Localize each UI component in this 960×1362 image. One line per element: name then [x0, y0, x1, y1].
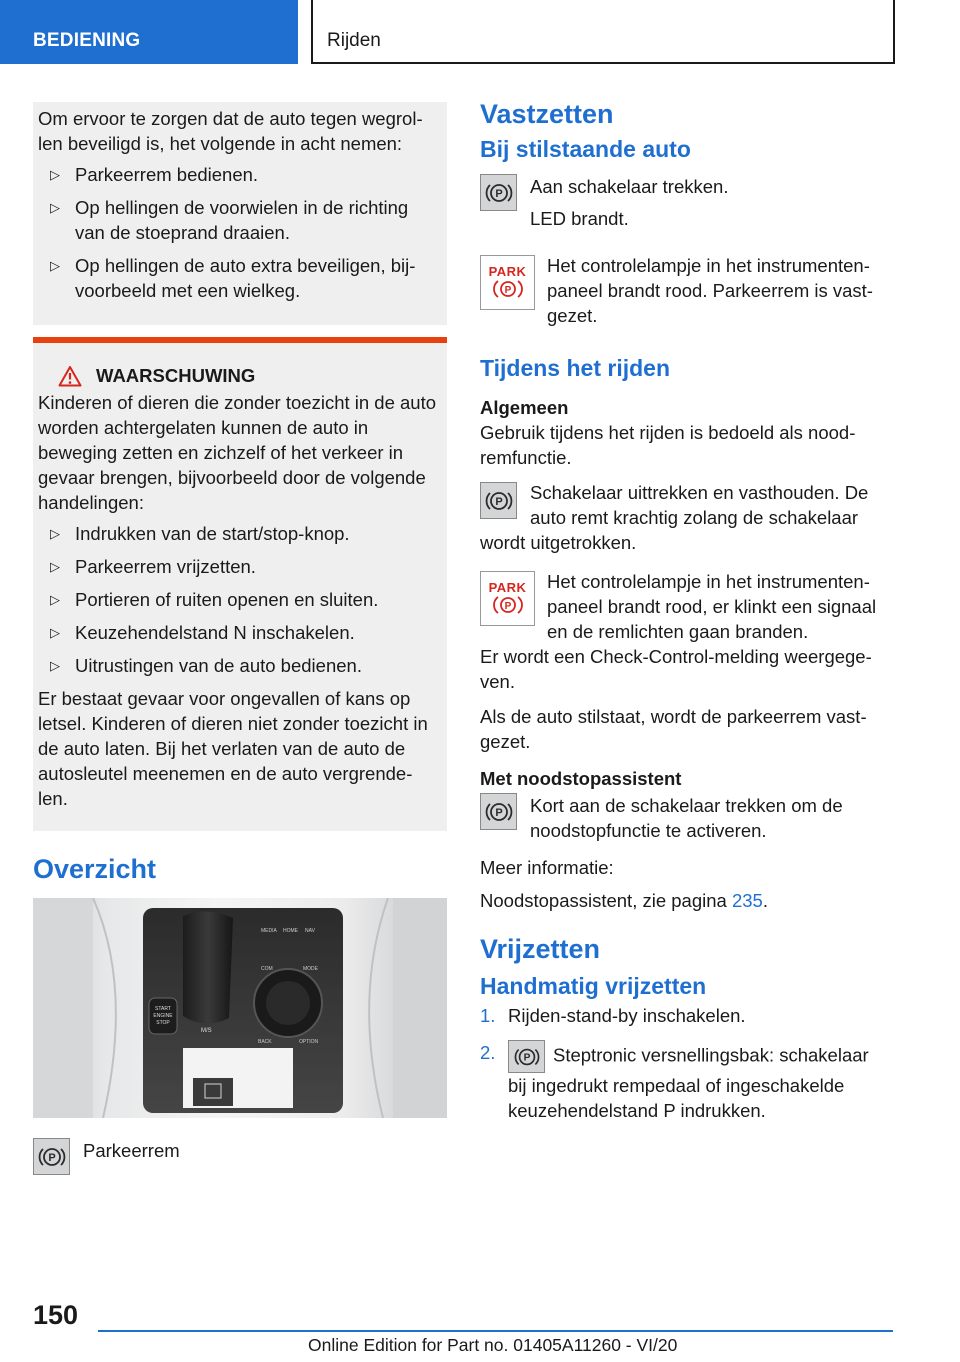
- section-tab: BEDIENING: [0, 0, 298, 64]
- back-label: BACK: [258, 1039, 272, 1045]
- algemeen-text: Gebruik tijdens het rijden is bedoeld als nood-remfunctie.: [480, 422, 856, 468]
- list-item: ▷ Op hellingen de auto extra beveiligen, bij-voorbeeld met een wielkeg.: [38, 253, 439, 303]
- parking-brake-switch-icon: [33, 1138, 70, 1175]
- heading-stilstaande-auto: Bij stilstaande auto: [480, 136, 691, 162]
- media-label: MEDIA: [261, 928, 277, 934]
- parking-brake-caption: Parkeerrem: [83, 1140, 180, 1161]
- parking-brake-switch-icon: [508, 1040, 545, 1073]
- parking-brake-switch-icon: [480, 793, 517, 830]
- list-item: 2. P Steptronic versnellingsbak: schakelaar bij ingedrukt rempedaal of ingeschakelde keuzehendelstand P indrukken.: [480, 1042, 869, 1121]
- svg-text:P: P: [494, 187, 503, 200]
- right-column: [480, 99, 892, 1135]
- option-label: OPTION: [299, 1039, 319, 1045]
- heading-noodstopassistent: Met noodstopassistent: [480, 768, 682, 789]
- chapter-title: Rijden: [311, 0, 895, 64]
- svg-text:P: P: [504, 601, 511, 612]
- list-item: ▷ Uitrustingen van de auto bedienen.: [38, 653, 439, 678]
- list-item: ▷ Op hellingen de voorwielen in de richting van de stoeprand draaien.: [38, 195, 439, 245]
- warning-title: [38, 363, 439, 388]
- heading-tijdens-rijden: Tijdens het rijden: [480, 355, 670, 381]
- warning-title-text: WAARSCHUWING: [96, 365, 256, 386]
- warning-text-1: Kinderen of dieren die zonder toezicht in de auto worden achtergelaten kunnen de auto in beweging zetten en zichzelf of het verkeer in gevaar brengen, bijvoorbeeld door de volgende handelingen:: [38, 392, 437, 513]
- svg-text:P: P: [523, 1052, 530, 1064]
- svg-text:P: P: [494, 806, 503, 819]
- meer-informatie: Meer informatie:: [480, 857, 614, 878]
- check-control-text: Er wordt een Check-Control-melding weergege-ven.: [480, 646, 872, 692]
- left-column: [33, 102, 447, 1175]
- stilstand-switch-row: [480, 174, 892, 231]
- parking-brake-switch-icon: [480, 174, 517, 211]
- svg-text:P: P: [504, 285, 511, 296]
- stilstaat-text: Als de auto stilstaat, wordt de parkeerrem vast-gezet.: [480, 706, 867, 752]
- nav-label: NAV: [305, 928, 315, 934]
- stilstand-line-2: LED brandt.: [530, 208, 629, 229]
- warning-text-2: Er bestaat gevaar voor ongevallen of kans op letsel. Kinderen of dieren niet zonder toezicht in de auto laten. Bij het verlaten van de auto de autosleutel meenemen en de auto vergrende-len.: [38, 688, 428, 809]
- nood-switch-row: [480, 793, 892, 843]
- home-label: HOME: [283, 928, 298, 934]
- heading-vastzetten: Vastzetten: [480, 99, 614, 129]
- start-label-1: START: [155, 1006, 171, 1012]
- heading-algemeen: Algemeen: [480, 397, 569, 418]
- heading-vrijzetten: Vrijzetten: [480, 934, 601, 964]
- park-warning-lamp-icon: PARK P: [480, 571, 535, 626]
- start-label-2: ENGINE: [153, 1013, 173, 1019]
- center-console-photo: [33, 898, 447, 1118]
- steps-list: [480, 1003, 892, 1123]
- heading-handmatig-vrijzetten: Handmatig vrijzetten: [480, 973, 707, 999]
- info-list: [38, 162, 439, 303]
- park-warning-lamp-icon: PARK P: [480, 255, 535, 310]
- mode-label: MODE: [303, 966, 318, 972]
- rijden-switch-text: Schakelaar uittrekken en vasthouden. De auto remt krachtig zolang de schakelaar wordt uitgetrokken.: [480, 482, 869, 553]
- page-link-235[interactable]: 235: [731, 890, 763, 911]
- parking-brake-switch-icon: [480, 482, 517, 519]
- rijden-park-row: [480, 569, 892, 644]
- heading-overzicht: Overzicht: [33, 854, 157, 884]
- rijden-switch-row: [480, 480, 892, 555]
- svg-text:P: P: [494, 495, 503, 508]
- footer-edition: Online Edition for Part no. 01405A11260 - VI/20: [308, 1335, 678, 1355]
- com-label: COM: [261, 966, 273, 972]
- list-item: ▷ Indrukken van de start/stop-knop.: [38, 521, 439, 546]
- list-item: ▷ Parkeerrem bedienen.: [38, 162, 439, 187]
- center-console-illustration: [33, 898, 447, 1118]
- start-label-3: STOP: [156, 1020, 170, 1026]
- info-box: [33, 102, 447, 325]
- page-number: 150: [33, 1300, 79, 1330]
- list-item: ▷ Keuzehendelstand N inschakelen.: [38, 620, 439, 645]
- parking-brake-legend: [33, 1138, 447, 1175]
- warning-triangle-icon: [58, 365, 82, 387]
- warning-list: [38, 521, 439, 678]
- stilstand-park-row: [480, 253, 892, 328]
- info-intro: Om ervoor te zorgen dat de auto tegen wegrol-len beveiligd is, het volgende in acht nemen:: [38, 108, 423, 154]
- warning-box: [33, 337, 447, 831]
- rijden-park-text: Het controlelampje in het instrumenten-paneel brandt rood, er klinkt een signaal en de remlichten gaan branden.: [547, 571, 877, 642]
- nood-text: Kort aan de schakelaar trekken om de noodstopfunctie te activeren.: [530, 795, 843, 841]
- nood-reference: Noodstopassistent, zie pagina 235.: [480, 890, 768, 911]
- ms-label: M/S: [201, 1028, 212, 1034]
- footer-divider: [98, 1330, 893, 1332]
- list-item: ▷ Parkeerrem vrijzetten.: [38, 554, 439, 579]
- list-item: ▷ Portieren of ruiten openen en sluiten.: [38, 587, 439, 612]
- stilstand-park-text: Het controlelampje in het instrumenten-paneel brandt rood. Parkeerrem is vast-gezet.: [547, 255, 873, 326]
- list-item: 1. Rijden-stand-by inschakelen.: [480, 1005, 746, 1026]
- stilstand-line-1: Aan schakelaar trekken.: [530, 176, 729, 197]
- svg-text:P: P: [47, 1151, 56, 1164]
